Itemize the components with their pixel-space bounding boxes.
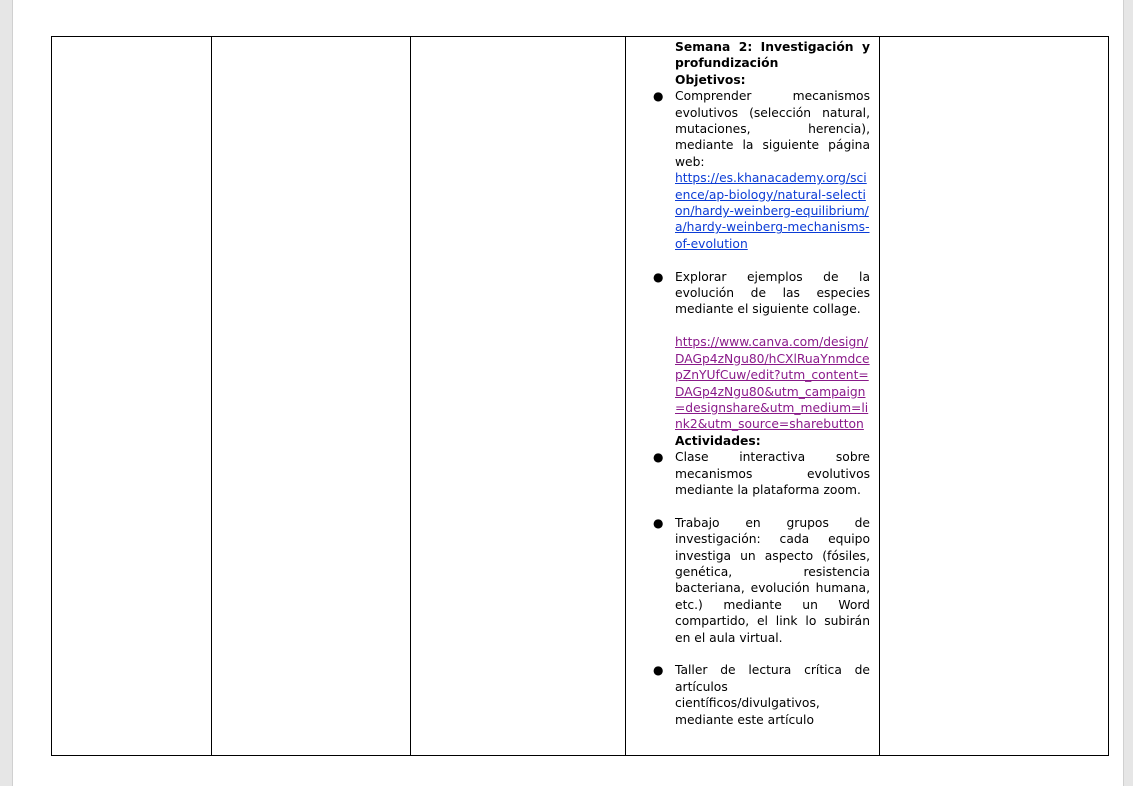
list-item xyxy=(653,662,870,728)
week-2-cell[interactable] xyxy=(653,39,870,754)
document-page xyxy=(12,0,1124,786)
activity-text: Clase interactiva sobre mecanismos evolutivos mediante la plataforma zoom. xyxy=(675,450,870,497)
objective-text: Explorar ejemplos de la evolución de las especies mediante el siguiente collage. xyxy=(675,269,870,317)
bullet-icon: ● xyxy=(653,515,664,530)
list-item xyxy=(653,515,870,663)
bullet-icon: ● xyxy=(653,663,664,678)
column-divider xyxy=(211,37,212,755)
objective-text: Comprender mecanismos evolutivos (selección natural, mutaciones, herencia), mediante la siguiente página web: xyxy=(675,89,870,169)
list-item xyxy=(653,269,870,433)
activities-label: Actividades: xyxy=(675,433,761,448)
khanacademy-link[interactable]: https://es.khanacademy.org/science/ap-biology/natural-selection/hardy-weinberg-equilibrium/a/hardy-weinberg-mechanisms-of-evolution xyxy=(675,171,870,251)
lesson-table xyxy=(51,36,1109,756)
column-divider xyxy=(879,37,880,755)
week-heading: Semana 2: Investigación y profundización xyxy=(675,40,870,71)
bullet-icon: ● xyxy=(653,450,664,465)
bullet-icon: ● xyxy=(653,269,664,284)
activity-text: Trabajo en grupos de investigación: cada equipo investiga un aspecto (fósiles, genética, resistencia bacteriana, evolución humana, etc.) mediante un Word compartido, el link lo subirán en el aula virtual. xyxy=(675,515,870,645)
bullet-icon: ● xyxy=(653,89,664,104)
activity-text: Taller de lectura crítica de artículos científicos/divulgativos, mediante este artículo xyxy=(675,663,870,727)
column-divider xyxy=(625,37,626,755)
list-item xyxy=(653,88,870,268)
objectives-label: Objetivos: xyxy=(675,72,746,87)
objectives-list xyxy=(653,88,870,433)
canva-link[interactable]: https://www.canva.com/design/DAGp4zNgu80/hCXlRuaYnmdcepZnYUfCuw/edit?utm_content=DAGp4zNgu80&utm_campaign=designshare&utm_medium=link2&utm_source=sharebutton xyxy=(675,335,870,432)
column-divider xyxy=(410,37,411,755)
activities-list xyxy=(653,449,870,728)
list-item xyxy=(653,449,870,515)
